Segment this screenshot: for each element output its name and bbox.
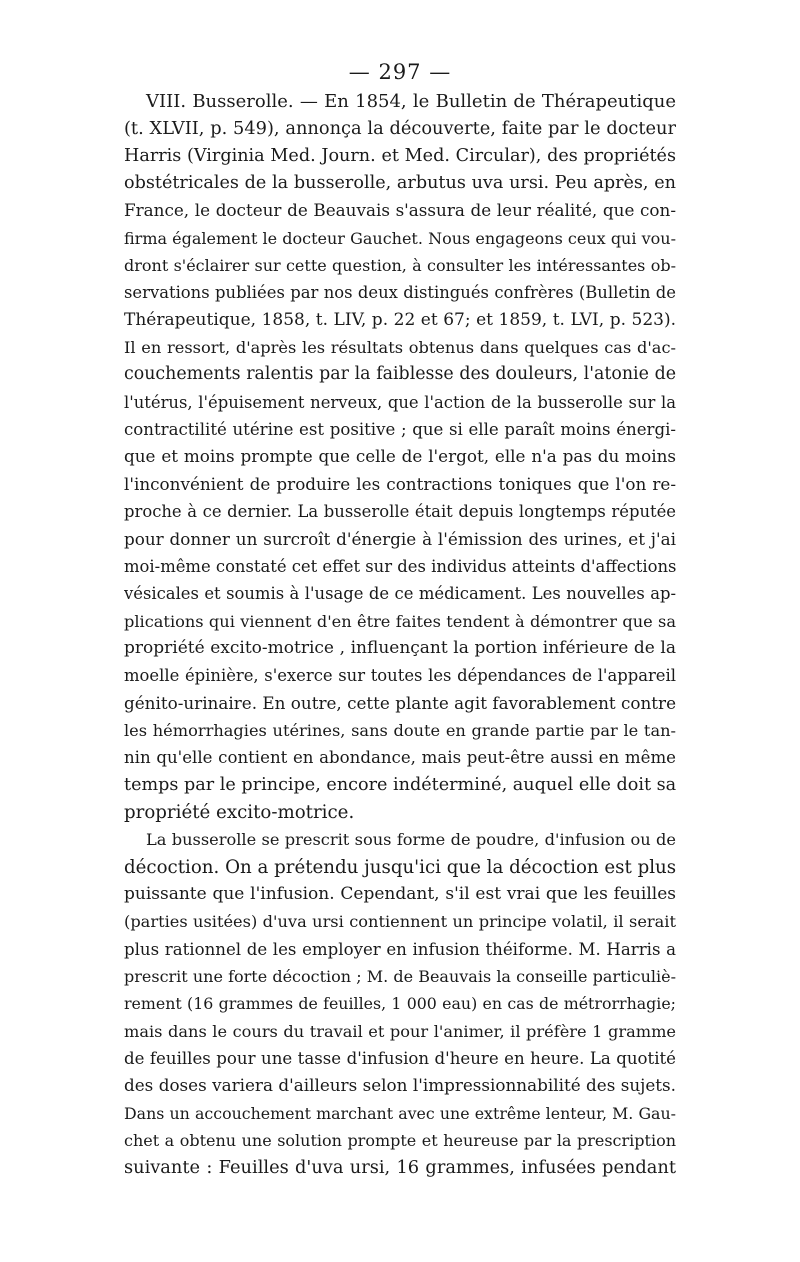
text-line: les hémorrhagies utérines, sans doute en grande partie par le tan- [124,720,676,740]
text-line: suivante : Feuilles d'uva ursi, 16 grammes, infusées pendant [124,1157,676,1179]
text-line: que et moins prompte que celle de l'ergot, elle n'a pas du moins [124,446,676,467]
text-line: plus rationnel de les employer en infusion théiforme. M. Harris a [124,939,676,959]
text-line: (parties usitées) d'uva ursi contiennent un principe volatil, il serait [124,912,676,932]
text-line: génito-urinaire. En outre, cette plante agit favorablement contre [124,692,676,713]
text-line: décoction. On a prétendu jusqu'ici que la décoction est plus [124,856,676,878]
text-line: rement (16 grammes de feuilles, 1 000 eau) en cas de métrorrhagie; [124,994,676,1014]
text-line: propriété excito-motrice , influençant la portion inférieure de la [124,637,676,658]
text-line: l'inconvénient de produire les contractions toniques que l'on re- [124,473,676,494]
text-line: des doses variera d'ailleurs selon l'impressionnabilité des sujets. [124,1075,676,1096]
text-line: Harris (Virginia Med. Journ. et Med. Circular), des propriétés [124,145,676,166]
text-line: Thérapeutique, 1858, t. LIV, p. 22 et 67; et 1859, t. LVI, p. 523). [124,309,676,330]
text-line: mais dans le cours du travail et pour l'animer, il préfère 1 gramme [124,1021,676,1041]
text-line: moi-même constaté cet effet sur des individus atteints d'affections [124,556,676,576]
text-line: couchements ralentis par la faiblesse des douleurs, l'atonie de [124,364,676,385]
text-line: prescrit une forte décoction ; M. de Beauvais la conseille particuliè- [124,967,676,986]
text-line: obstétricales de la busserolle, arbutus uva ursi. Peu après, en [124,173,676,194]
text-line: France, le docteur de Beauvais s'assura de leur réalité, que con- [124,200,676,221]
text-line: servations publiées par nos deux distingués confrères (Bulletin de [124,283,676,303]
text-line: firma également le docteur Gauchet. Nous engageons ceux qui vou- [124,228,676,248]
paragraph-prescription [124,826,676,1181]
paragraph-busserolle [124,88,676,826]
text-line: plications qui viennent d'en être faites tendent à démontrer que sa [124,611,676,631]
text-line: contractilité utérine est positive ; que si elle paraît moins énergi- [124,420,676,440]
page-number: — 297 — [348,60,452,84]
text-line: proche à ce dernier. La busserolle était depuis longtemps réputée [124,502,676,522]
text-line: nin qu'elle contient en abondance, mais peut-être aussi en même [124,748,676,768]
text-line: (t. XLVII, p. 549), annonça la découverte, faite par le docteur [124,118,676,140]
text-line: vésicales et soumis à l'usage de ce médicament. Les nouvelles ap- [124,584,676,604]
text-line: chet a obtenu une solution prompte et heureuse par la prescription [124,1131,676,1151]
text-line: puissante que l'infusion. Cependant, s'il est vrai que les feuilles [124,883,676,904]
text-line: de feuilles pour une tasse d'infusion d'heure en heure. La quotité [124,1049,676,1069]
text-line: Il en ressort, d'après les résultats obtenus dans quelques cas d'ac- [124,338,676,358]
text-line: Dans un accouchement marchant avec une extrême lenteur, M. Gau- [124,1103,676,1123]
text-line: l'utérus, l'épuisement nerveux, que l'action de la busserolle sur la [124,392,676,412]
text-line: pour donner un surcroît d'énergie à l'émission des urines, et j'ai [124,528,676,549]
text-line: La busserolle se prescrit sous forme de poudre, d'infusion ou de [146,830,676,850]
text-line: temps par le principe, encore indéterminé, auquel elle doit sa [124,774,676,795]
text-line: VIII. Busserolle. — En 1854, le Bulletin de Thérapeutique [146,91,676,112]
text-line: propriété excito-motrice. [124,801,355,823]
body-text [124,88,676,1182]
text-line: dront s'éclairer sur cette question, à consulter les intéressantes ob- [124,256,676,276]
text-line: moelle épinière, s'exerce sur toutes les dépendances de l'appareil [124,666,676,686]
